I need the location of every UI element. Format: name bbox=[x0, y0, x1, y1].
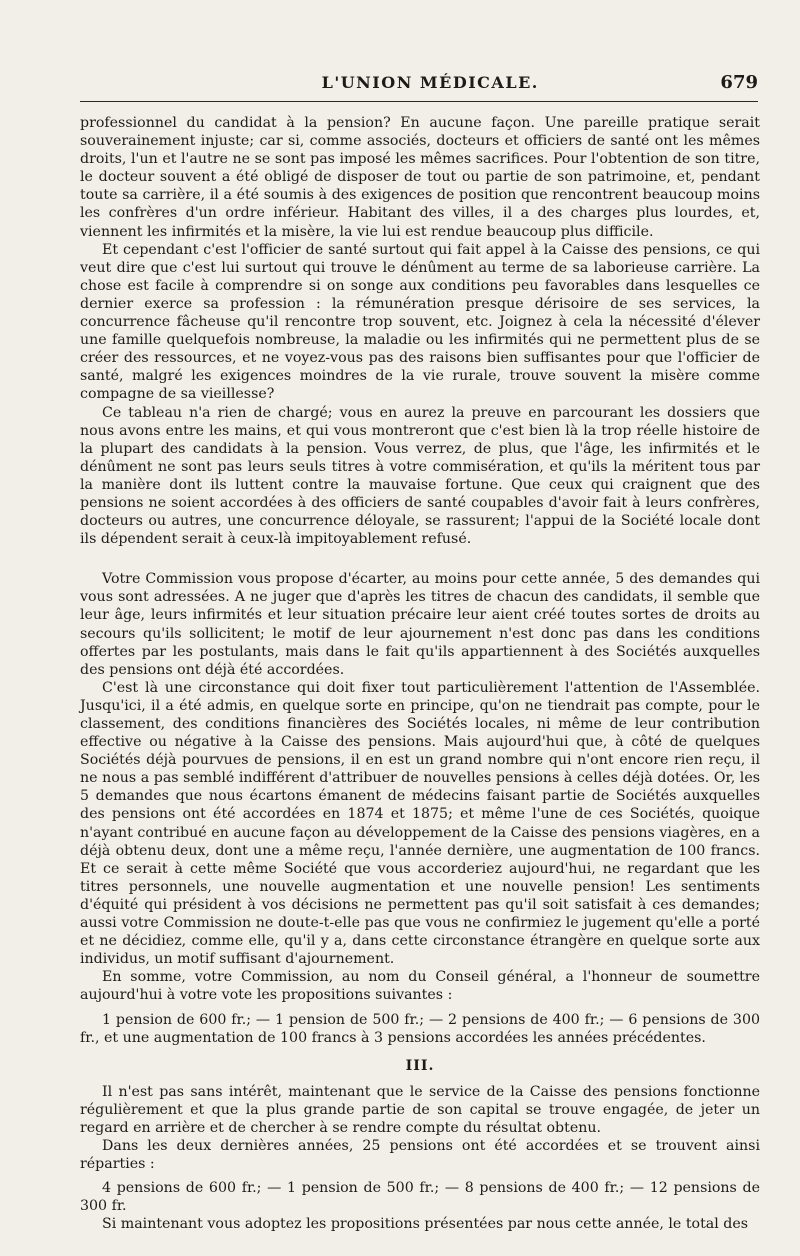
running-title: L'UNION MÉDICALE. bbox=[321, 73, 539, 92]
paragraph: professionnel du candidat à la pension? En aucune façon. Une pareille pratique serait souverainement injuste; car si, comme associés, docteurs et officiers de santé ont les mêmes droits, l'un et l'autre ne se sont pas imposé les mêmes sacrifices. Pour l'obtention de son titre, le docteur souvent a été obligé de disposer de tout ou partie de son patrimoine, et, pendant toute sa carrière, il a été soumis à des exigences de position que rencontrent beaucoup moins les confrères d'un ordre inférieur. Habitant des villes, il a des charges plus lourdes, et, viennent les infirmités et la misère, la vie lui est rendue beaucoup plus difficile. bbox=[80, 115, 760, 240]
paragraph: C'est là une circonstance qui doit fixer tout particulièrement l'attention de l'Assemblée. Jusqu'ici, il a été admis, en quelque sorte en principe, qu'on ne tiendrait pas compte, pour le classement, des conditions financières des Sociétés locales, ni même de leur contribution effective ou négative à la Caisse des pensions. Mais aujourd'hui que, à côté de quelques Sociétés déjà pourvues de pensions, il en est un grand nombre qui n'ont encore rien reçu, il ne nous a pas semblé indifférent d'attribuer de nouvelles pensions à celles déjà dotées. Or, les 5 demandes que nous écartons émanent de médecins faisant partie de Sociétés auxquelles des pensions ont été accordées en 1874 et 1875; et même l'une de ces Sociétés, quoique n'ayant contribué en aucune façon au développement de la Caisse des pensions viagères, en a déjà obtenu deux, dont une a même reçu, l'année dernière, une augmentation de 100 francs. Et ce serait à cette même Société que vous accorderiez aujourd'hui, ne regardant que les titres personnels, une nouvelle augmentation et une nouvelle pension! Les sentiments d'équité qui président à vos décisions ne permettent pas qu'il soit satisfait à ces demandes; aussi votre Commission ne doute-t-elle pas que vous ne confirmiez le jugement qu'elle a porté et ne décidiez, comme elle, qu'il y a, dans cette circonstance étrangère en quelque sorte aux individus, un motif suffisant d'ajournement. bbox=[80, 679, 760, 968]
paragraph: En somme, votre Commission, au nom du Conseil général, a l'honneur de soumettre aujourd'hui à votre vote les propositions suivantes : bbox=[80, 969, 760, 1004]
paragraph: Dans les deux dernières années, 25 pensions ont été accordées et se trouvent ainsi réparties : bbox=[80, 1138, 760, 1173]
paragraph: Votre Commission vous propose d'écarter, au moins pour cette année, 5 des demandes qui vous sont adressées. A ne juger que d'après les titres de chacun des candidats, il semble que leur âge, leurs infirmités et leur situation précaire leur aient créé toutes sortes de droits au secours qu'ils sollicitent; le motif de leur ajournement n'est donc pas dans les conditions offertes par les postulants, mais dans le fait qu'ils appartiennent à des Sociétés auxquelles des pensions ont déjà été accordées. bbox=[80, 571, 760, 678]
proposal-list: 1 pension de 600 fr.; — 1 pension de 500 fr.; — 2 pensions de 400 fr.; — 6 pensions de 300 fr., et une augmentation de 100 francs à 3 pensions accordées les années précédentes. bbox=[80, 1011, 760, 1046]
section-number: III. bbox=[405, 1057, 435, 1074]
page-number: 679 bbox=[720, 72, 758, 93]
paragraph: Il n'est pas sans intérêt, maintenant que le service de la Caisse des pensions fonctionne régulièrement et que la plus grande partie de son capital se trouve engagée, de jeter un regard en arrière et de chercher à se rendre compte du résultat obtenu. bbox=[80, 1083, 760, 1136]
paragraph: Si maintenant vous adoptez les propositions présentées par nous cette année, le total des bbox=[102, 1216, 749, 1233]
pension-distribution: 4 pensions de 600 fr.; — 1 pension de 500 fr.; — 8 pensions de 400 fr.; — 12 pensions de 300 fr. bbox=[80, 1180, 760, 1215]
article-body bbox=[80, 114, 760, 1234]
paragraph: Et cependant c'est l'officier de santé surtout qui fait appel à la Caisse des pensions, ce qui veut dire que c'est lui surtout qui trouve le dénûment au terme de sa laborieuse carrière. La chose est facile à comprendre si on songe aux conditions peu favorables dans lesquelles ce dernier exerce sa profession : la rémunération presque dérisoire de ses services, la concurrence fâcheuse qu'il rencontre trop souvent, etc. Joignez à cela la nécessité d'élever une famille quelquefois nombreuse, la maladie ou les infirmités qui ne permettent plus de se créer des ressources, et ne voyez-vous pas des raisons bien suffisantes pour que l'officier de santé, malgré les exigences moindres de la vie rurale, trouve souvent la misère comme compagne de sa vieillesse? bbox=[80, 241, 760, 403]
paragraph: Ce tableau n'a rien de chargé; vous en aurez la preuve en parcourant les dossiers que nous avons entre les mains, et qui vous montreront que c'est bien là la trop réelle histoire de la plupart des candidats à la pension. Vous verrez, de plus, que l'âge, les infirmités et le dénûment ne sont pas leurs seuls titres à votre commisération, et qu'ils la méritent tous par la manière dont ils luttent contre la mauvaise fortune. Que ceux qui craignent que des pensions ne soient accordées à des officiers de santé coupables d'avoir fait à leurs confrères, docteurs ou autres, une concurrence déloyale, se rassurent; l'appui de la Société locale dont ils dépendent serait à ceux-là impitoyablement refusé. bbox=[80, 404, 760, 548]
page-header bbox=[80, 72, 758, 102]
